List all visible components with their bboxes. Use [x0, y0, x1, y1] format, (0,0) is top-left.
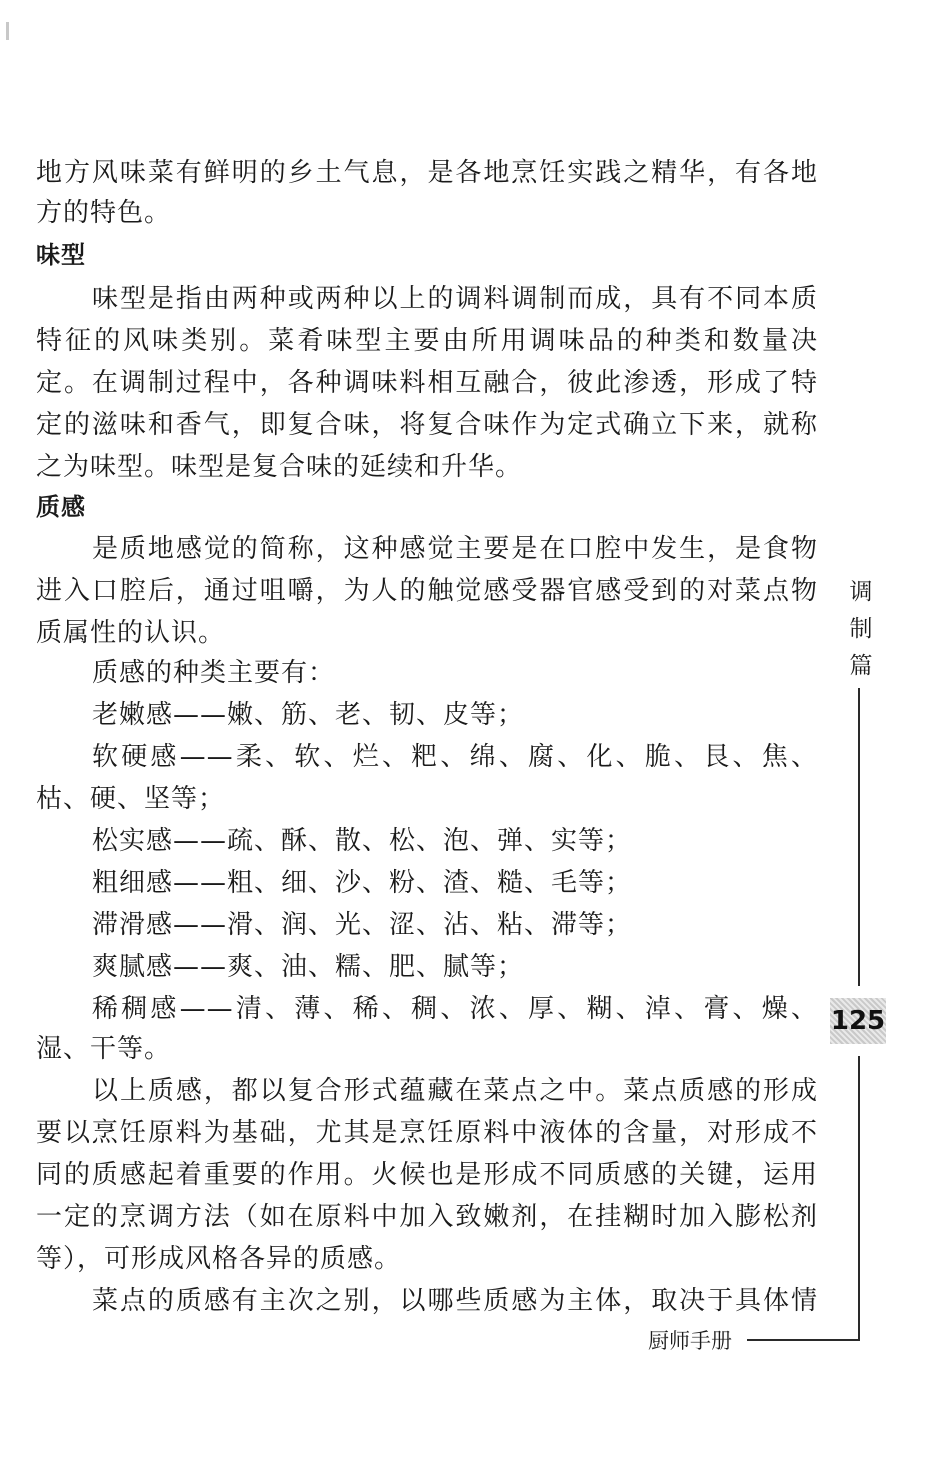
paragraph-line: 定的滋味和香气，即复合味，将复合味作为定式确立下来，就称 — [36, 410, 818, 440]
list-item: 爽腻感——爽、油、糯、肥、腻等； — [92, 952, 525, 982]
section-side-title — [848, 574, 874, 685]
paragraph-line: 质属性的认识。 — [36, 618, 226, 648]
paragraph-line: 同的质感起着重要的作用。火候也是形成不同质感的关键，运用 — [36, 1160, 818, 1190]
list-item-continuation: 枯、硬、坚等； — [36, 784, 226, 814]
paragraph-line: 一定的烹调方法（如在原料中加入致嫩剂，在挂糊时加入膨松剂 — [36, 1202, 818, 1232]
paragraph-line: 菜点的质感有主次之别，以哪些质感为主体，取决于具体情 — [92, 1286, 818, 1316]
scan-corner-mark — [6, 22, 9, 40]
paragraph-line: 质感的种类主要有： — [92, 658, 336, 688]
side-title-char: 篇 — [849, 653, 873, 679]
list-item: 稀稠感——清、薄、稀、稠、浓、厚、糊、淖、膏、燥、 — [92, 994, 818, 1024]
margin-rule-lower — [858, 1056, 860, 1341]
paragraph-line: 以上质感，都以复合形式蕴藏在菜点之中。菜点质感的形成 — [92, 1076, 818, 1106]
list-item-continuation: 湿、干等。 — [36, 1034, 172, 1064]
paragraph-line: 之为味型。味型是复合味的延续和升华。 — [36, 452, 523, 482]
footer-rule — [747, 1339, 860, 1341]
paragraph-line: 方的特色。 — [36, 198, 172, 228]
paragraph-line: 进入口腔后，通过咀嚼，为人的触觉感受器官感受到的对菜点物 — [36, 576, 818, 606]
list-item: 松实感——疏、酥、散、松、泡、弹、实等； — [92, 826, 633, 856]
side-title-char: 调 — [849, 579, 873, 605]
list-item: 老嫩感——嫩、筋、老、韧、皮等； — [92, 700, 525, 730]
paragraph-line: 特征的风味类别。菜肴味型主要由所用调味品的种类和数量决 — [36, 326, 818, 356]
list-item: 粗细感——粗、细、沙、粉、渣、糙、毛等； — [92, 868, 633, 898]
list-item: 滞滑感——滑、润、光、涩、沾、粘、滞等； — [92, 910, 633, 940]
paragraph-line: 味型是指由两种或两种以上的调料调制而成，具有不同本质 — [92, 284, 818, 314]
section-heading-weixing: 味型 — [36, 241, 86, 269]
paragraph-line: 等），可形成风格各异的质感。 — [36, 1244, 402, 1274]
paragraph-line: 要以烹饪原料为基础，尤其是烹饪原料中液体的含量，对形成不 — [36, 1118, 818, 1148]
footer-book-title: 厨师手册 — [648, 1329, 732, 1353]
paragraph-line: 是质地感觉的简称，这种感觉主要是在口腔中发生，是食物 — [92, 534, 818, 564]
side-title-char: 制 — [849, 616, 873, 642]
paragraph-line: 定。在调制过程中，各种调味料相互融合，彼此渗透，形成了特 — [36, 368, 818, 398]
paragraph-line: 地方风味菜有鲜明的乡土气息，是各地烹饪实践之精华，有各地 — [36, 158, 818, 188]
list-item: 软硬感——柔、软、烂、粑、绵、腐、化、脆、艮、焦、 — [92, 742, 818, 772]
page-number: 125 — [830, 998, 886, 1044]
margin-rule-upper — [858, 688, 860, 986]
section-heading-zhigan: 质感 — [36, 493, 86, 521]
